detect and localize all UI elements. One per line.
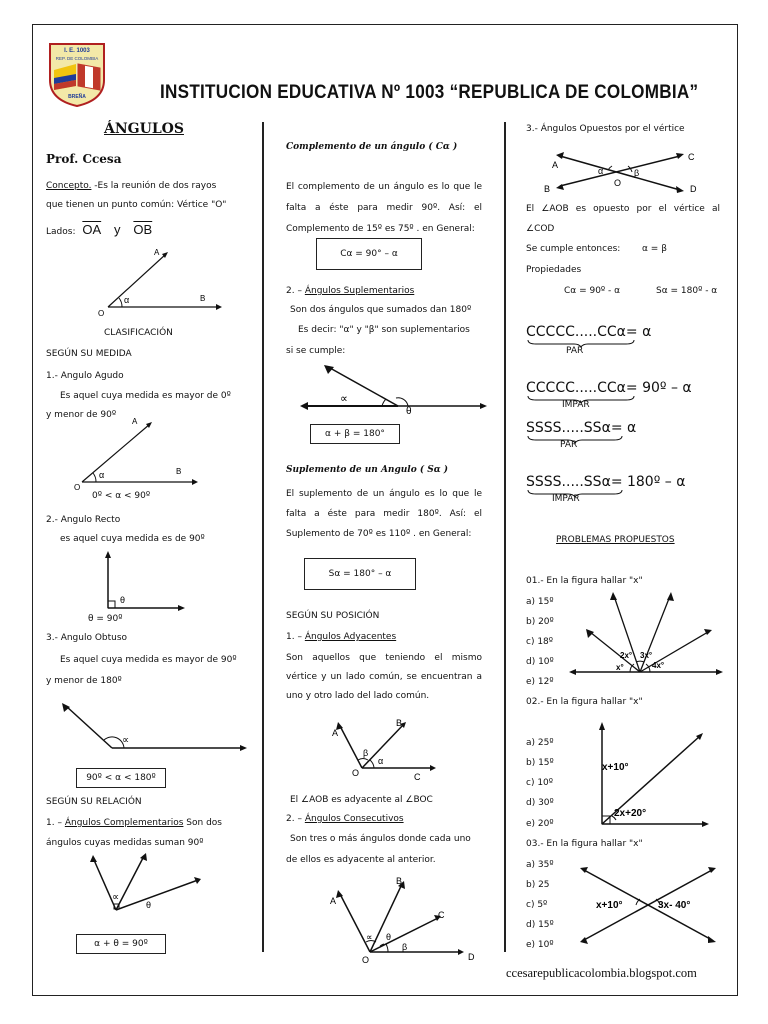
concepto-label: Concepto.	[46, 181, 92, 191]
svg-text:α: α	[124, 295, 130, 305]
figure-problem-1	[566, 588, 726, 680]
supm-paragraph-3: Suplemento de 70º es 110º . en General:	[286, 529, 472, 539]
svg-text:∝: ∝	[366, 932, 373, 942]
recto-line-1: es aquel cuya medida es de 90º	[60, 534, 205, 544]
supm-paragraph-2: falta a éste para medir 180º. Así: el	[286, 509, 482, 519]
lados-ob: $\overline{OB}$	[133, 222, 153, 237]
problemas-heading: PROBLEMAS PROPUESTOS	[556, 535, 675, 545]
suplemento-title: Suplemento de un Angulo ( Sα )	[286, 465, 449, 475]
segun-posicion-heading: SEGÚN SU POSICIÓN	[286, 611, 380, 621]
opuestos-title: 3.- Ángulos Opuestos por el vértice	[526, 124, 685, 134]
compl-paragraph-1: El complemento de un ángulo es lo que le	[286, 182, 482, 192]
supl-title: Ángulos Suplementarios	[304, 286, 415, 296]
lados-oa: $\overline{OA}$	[82, 222, 102, 237]
supm-formula-box: Sα = 180° – α	[304, 558, 416, 590]
concepto-text-2: que tienen un punto común: Vértice "O"	[46, 200, 227, 210]
svg-text:D: D	[690, 184, 697, 194]
supm-paragraph-1: El suplemento de un ángulo es lo que le	[286, 489, 482, 499]
svg-text:A: A	[132, 417, 138, 426]
svg-text:α: α	[598, 166, 604, 176]
svg-text:A: A	[330, 896, 337, 906]
cons-paragraph-1: Son tres o más ángulos donde cada uno	[290, 834, 471, 844]
problem-2-option-d: d) 30º	[526, 798, 554, 808]
compl-line-1: Son dos	[183, 818, 222, 828]
figure-consecutive-angles	[326, 874, 486, 966]
section-heading-angulos: ÁNGULOS	[104, 121, 184, 137]
figure-obtuse-angle	[60, 696, 250, 756]
problem-1-option-b: b) 20º	[526, 617, 554, 627]
formula-1-top: CCCCC.....CCα	[526, 324, 626, 340]
problem-3-option-e: e) 10º	[526, 940, 554, 950]
svg-text:θ: θ	[386, 932, 392, 942]
concepto-text: -Es la reunión de dos rayos	[91, 181, 217, 191]
op-paragraph-1: El ∠AOB es opuesto por el vértice al	[526, 204, 720, 214]
op-equation: α = β	[642, 244, 667, 254]
svg-text:θ: θ	[406, 406, 412, 417]
svg-text:O: O	[74, 483, 81, 492]
recto-title: 2.- Angulo Recto	[46, 515, 121, 525]
formula-2-result: = 90º – α	[625, 380, 692, 396]
supl-num: 2. –	[286, 286, 302, 296]
svg-text:C: C	[414, 772, 421, 782]
obtuso-line-2: y menor de 180º	[46, 676, 122, 686]
problem-3-option-c: c) 5º	[526, 900, 548, 910]
ady-note: El ∠AOB es adyacente al ∠BOC	[290, 795, 433, 805]
svg-text:∝: ∝	[340, 393, 348, 405]
svg-text:B: B	[396, 876, 403, 886]
formula-2-top: CCCCC.....CCα	[526, 380, 626, 396]
problem-1-option-c: c) 18º	[526, 637, 554, 647]
svg-text:β: β	[634, 168, 640, 178]
cons-line	[286, 814, 404, 825]
figure-opposite-angles	[540, 146, 710, 198]
ady-line	[286, 632, 396, 643]
formula-2-sub: IMPAR	[562, 400, 590, 410]
svg-text:∝: ∝	[112, 892, 120, 903]
school-logo	[46, 40, 108, 108]
agudo-range: 0º < α < 90º	[92, 491, 151, 501]
problem-2-option-b: b) 15º	[526, 758, 554, 768]
svg-text:2x+20°: 2x+20°	[614, 808, 647, 819]
op-paragraph-3: Se cumple entonces:	[526, 244, 621, 254]
svg-text:β: β	[402, 942, 408, 952]
formula-3-top: SSSS.....SSα	[526, 420, 611, 436]
agudo-line-1: Es aquel cuya medida es mayor de 0º	[60, 391, 231, 401]
column-divider-2	[504, 122, 506, 952]
figure-problem-3	[570, 862, 726, 948]
figure-complementary-angles	[80, 852, 230, 916]
ady-paragraph-3: uno y otro lado del lado común.	[286, 691, 430, 701]
ady-paragraph-1: Son aquellos que teniendo el mismo	[286, 653, 482, 663]
compl-title: Ángulos Complementarios	[64, 818, 184, 828]
svg-text:O: O	[352, 768, 360, 778]
problem-2-title: 02.- En la figura hallar "x"	[526, 697, 643, 707]
svg-text:C: C	[438, 910, 445, 920]
op-paragraph-2: ∠COD	[526, 224, 555, 234]
svg-text:B: B	[176, 467, 182, 476]
svg-text:α: α	[99, 470, 105, 480]
lados-y: y	[114, 222, 121, 237]
footer-url[interactable]: ccesarepublicacolombia.blogspot.com	[506, 966, 697, 980]
cons-num: 2. –	[286, 814, 302, 824]
compl-equation-box: α + θ = 90º	[76, 934, 166, 954]
svg-text:3x°: 3x°	[640, 651, 653, 660]
svg-text:C: C	[688, 152, 695, 162]
segun-relacion-heading: SEGÚN SU RELACIÓN	[46, 797, 142, 807]
ady-num: 1. –	[286, 632, 302, 642]
clasificacion-heading: CLASIFICACIÓN	[104, 328, 173, 338]
prop-supplement: Sα = 180º - α	[656, 286, 718, 296]
svg-text:B: B	[396, 718, 403, 728]
agudo-title: 1.- Angulo Agudo	[46, 371, 124, 381]
obtuso-title: 3.- Angulo Obtuso	[46, 633, 128, 643]
svg-text:O: O	[614, 178, 622, 188]
page-title: INSTITUCION EDUCATIVA Nº 1003 “REPUBLICA DE COLOMBIA”	[160, 82, 699, 103]
formula-1-sub: PAR	[566, 346, 584, 356]
supl-line	[286, 286, 414, 297]
formula-4-sub: IMPAR	[552, 494, 580, 504]
compl-line-2: ángulos cuyas medidas suman 90º	[46, 838, 204, 848]
prop-complement: Cα = 90º - α	[564, 286, 621, 296]
formula-3-sub: PAR	[560, 440, 578, 450]
figure-adjacent-angles	[326, 712, 446, 782]
svg-text:D: D	[468, 952, 475, 962]
logo-text-2: REP. DE COLOMBIA	[55, 56, 99, 61]
propiedades-heading: Propiedades	[526, 265, 582, 275]
ady-title: Ángulos Adyacentes	[304, 632, 397, 642]
problem-3-option-b: b) 25	[526, 880, 550, 890]
svg-text:B: B	[200, 294, 206, 303]
figure-angle-concept	[96, 244, 226, 318]
problem-3-title: 03.- En la figura hallar "x"	[526, 839, 643, 849]
svg-text:A: A	[552, 160, 559, 170]
compl-formula-box: Cα = 90° – α	[316, 238, 422, 270]
svg-text:x°: x°	[616, 663, 624, 672]
problem-2-option-a: a) 25º	[526, 738, 554, 748]
logo-text-1: I. E. 1003	[64, 48, 90, 54]
compl-num: 1. –	[46, 818, 62, 828]
svg-text:α: α	[378, 756, 384, 766]
svg-text:4x°: 4x°	[652, 661, 665, 670]
figure-acute-angle	[70, 412, 200, 492]
svg-text:O: O	[98, 309, 105, 318]
problem-1-title: 01.- En la figura hallar "x"	[526, 576, 643, 586]
supl-paragraph-1: Son dos ángulos que sumados dan 180º	[290, 305, 472, 315]
complemento-title: Complemento de un ángulo ( Cα )	[286, 142, 458, 152]
compl-paragraph-2: falta a éste para medir 90º. Así: el	[286, 203, 482, 213]
svg-text:3x- 40°: 3x- 40°	[658, 900, 691, 911]
ady-paragraph-2: vértice y un lado común, se encuentran a	[286, 672, 482, 682]
compl-paragraph-3: Complemento de 15º es 75º . en General:	[286, 224, 475, 234]
formula-1-result: = α	[625, 324, 652, 340]
cons-paragraph-2: de ellos es adyacente al anterior.	[286, 855, 436, 865]
svg-text:2x°: 2x°	[620, 651, 633, 660]
svg-text:θ: θ	[120, 595, 126, 605]
lados-line	[46, 224, 152, 238]
problem-3-option-d: d) 15º	[526, 920, 554, 930]
formula-4-top: SSSS.....SSα	[526, 474, 611, 490]
problem-3-option-a: a) 35º	[526, 860, 554, 870]
problem-1-option-a: a) 15º	[526, 597, 554, 607]
recto-equation: θ = 90º	[88, 614, 123, 624]
lados-label: Lados:	[46, 227, 76, 237]
agudo-line-2: y menor de 90º	[46, 410, 117, 420]
problem-2-option-e: e) 20º	[526, 819, 554, 829]
problem-1-option-e: e) 12º	[526, 677, 554, 687]
svg-text:O: O	[362, 955, 370, 965]
compl-line	[46, 818, 222, 829]
column-divider-1	[262, 122, 264, 952]
supl-paragraph-2: Es decir: "α" y "β" son suplementarios	[298, 325, 470, 335]
svg-text:A: A	[332, 728, 339, 738]
problem-1-option-d: d) 10º	[526, 657, 554, 667]
concepto-line	[46, 181, 216, 192]
figure-problem-2	[594, 716, 714, 828]
cons-title: Ángulos Consecutivos	[304, 814, 404, 824]
author: Prof. Ccesa	[46, 152, 122, 166]
logo-text-3: BREÑA	[68, 94, 86, 100]
obtuso-line-1: Es aquel cuya medida es mayor de 90º	[60, 655, 237, 665]
segun-medida-heading: SEGÚN SU MEDIDA	[46, 349, 132, 359]
supl-paragraph-3: si se cumple:	[286, 346, 346, 356]
obtuso-range-box: 90º < α < 180º	[76, 768, 166, 788]
problem-2-option-c: c) 10º	[526, 778, 554, 788]
svg-text:x+10°: x+10°	[602, 762, 629, 773]
svg-text:β: β	[363, 748, 369, 758]
svg-text:x+10°: x+10°	[596, 900, 623, 911]
figure-right-angle	[100, 548, 190, 614]
figure-supplementary-angles	[300, 362, 490, 422]
svg-text:∝: ∝	[122, 735, 130, 746]
supl-equation-box: α + β = 180°	[310, 424, 400, 444]
svg-text:A: A	[154, 248, 160, 257]
formula-4-result: = 180º – α	[610, 474, 686, 490]
svg-text:θ: θ	[146, 900, 152, 910]
formula-3-result: = α	[610, 420, 637, 436]
svg-text:B: B	[544, 184, 551, 194]
